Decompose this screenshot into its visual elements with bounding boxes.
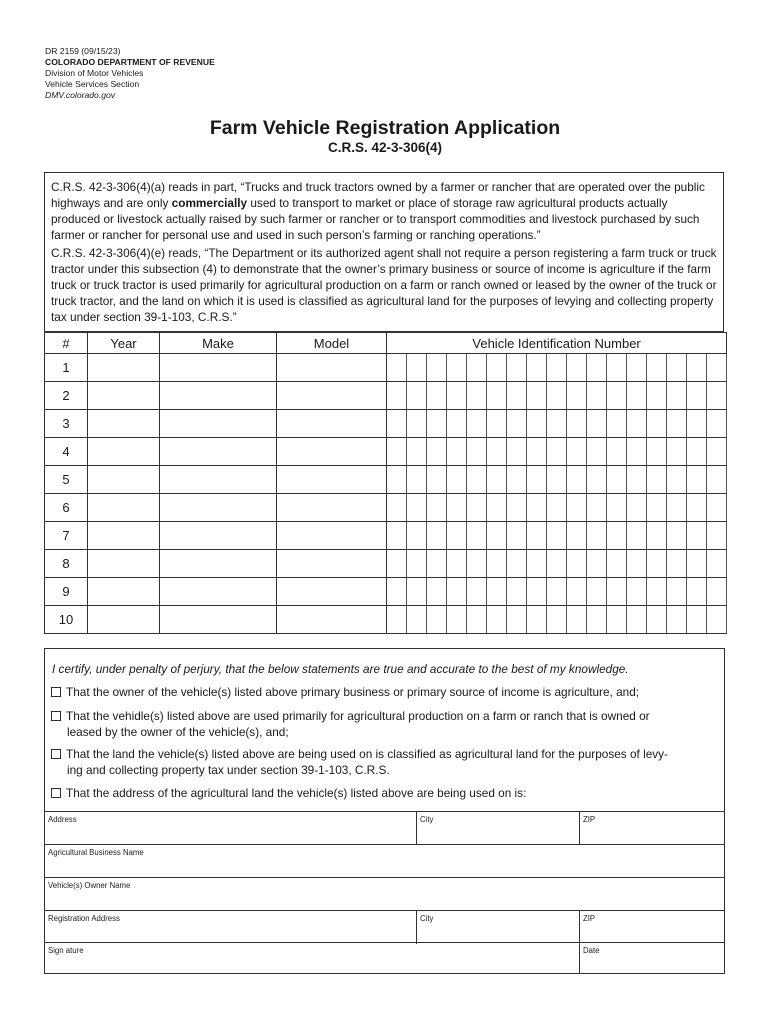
table-row: [45, 466, 727, 494]
vin-character-cell[interactable]: [587, 606, 607, 634]
vin-character-cell[interactable]: [587, 550, 607, 578]
model-cell[interactable]: [277, 382, 387, 410]
registration-zip-input[interactable]: [582, 922, 722, 942]
vin-character-cell[interactable]: [387, 550, 407, 578]
model-cell[interactable]: [277, 606, 387, 634]
vin-character-cell[interactable]: [687, 382, 707, 410]
cert-statement-3-text: That the land the vehicle(s) listed above are being used on is classified as agricultural land for the purposes of levy-: [66, 747, 668, 761]
vin-character-cell[interactable]: [527, 438, 547, 466]
vin-character-cell[interactable]: [567, 466, 587, 494]
vin-character-cell[interactable]: [667, 466, 687, 494]
vin-character-cell[interactable]: [587, 382, 607, 410]
vin-character-cell[interactable]: [507, 354, 527, 382]
vin-character-cell[interactable]: [587, 410, 607, 438]
owner-name-field: [45, 878, 724, 911]
address-label: Address: [48, 815, 77, 824]
vin-character-cell[interactable]: [427, 494, 447, 522]
vin-character-cell[interactable]: [447, 410, 467, 438]
vin-character-cell[interactable]: [467, 382, 487, 410]
vin-character-cell[interactable]: [407, 550, 427, 578]
cert-statement-2-text-cont: leased by the owner of the vehicle(s), and;: [67, 725, 289, 739]
vin-character-cell[interactable]: [507, 606, 527, 634]
table-row: [45, 578, 727, 606]
date-input[interactable]: [582, 952, 722, 972]
vin-character-cell[interactable]: [467, 438, 487, 466]
vin-character-cell[interactable]: [567, 550, 587, 578]
col-year-header: Year: [88, 333, 160, 354]
zip-input[interactable]: [582, 823, 722, 843]
business-name-input[interactable]: [47, 856, 722, 876]
registration-address-row: [45, 910, 724, 944]
vin-character-cell[interactable]: [687, 578, 707, 606]
table-row: [45, 494, 727, 522]
zip-field: [579, 812, 724, 845]
division-name: Division of Motor Vehicles: [45, 68, 144, 78]
vin-character-cell[interactable]: [547, 606, 567, 634]
vin-character-cell[interactable]: [627, 578, 647, 606]
agricultural-use-checkbox[interactable]: [51, 711, 61, 721]
land-address-checkbox[interactable]: [51, 788, 61, 798]
year-cell[interactable]: [88, 382, 160, 410]
vin-character-cell[interactable]: [467, 466, 487, 494]
vin-character-cell[interactable]: [427, 410, 447, 438]
registration-city-label: City: [420, 914, 434, 923]
vin-character-cell[interactable]: [567, 522, 587, 550]
statute-p1-text: C.R.S. 42-3-306(4)(a) reads in part, “Trucks and truck tractors owned by a farmer or rancher that are operated over the public highways and are only: [51, 180, 705, 210]
vin-character-cell[interactable]: [567, 382, 587, 410]
row-number: 5: [45, 466, 88, 494]
signature-input[interactable]: [47, 952, 577, 972]
vin-character-cell[interactable]: [567, 606, 587, 634]
vin-character-cell[interactable]: [427, 522, 447, 550]
year-cell[interactable]: [88, 522, 160, 550]
vin-character-cell[interactable]: [587, 466, 607, 494]
vin-character-cell[interactable]: [447, 578, 467, 606]
row-number: 8: [45, 550, 88, 578]
vin-character-cell[interactable]: [567, 354, 587, 382]
signature-label: Sign ature: [48, 946, 84, 955]
vin-character-cell[interactable]: [647, 522, 667, 550]
vin-character-cell[interactable]: [407, 494, 427, 522]
vin-character-cell[interactable]: [527, 354, 547, 382]
vin-character-cell[interactable]: [607, 466, 627, 494]
vin-character-cell[interactable]: [507, 522, 527, 550]
vin-character-cell[interactable]: [547, 382, 567, 410]
make-cell[interactable]: [160, 466, 277, 494]
vin-character-cell[interactable]: [647, 382, 667, 410]
owner-name-label: Vehicle(s) Owner Name: [48, 881, 131, 890]
table-row: [45, 382, 727, 410]
vin-character-cell[interactable]: [467, 606, 487, 634]
vin-character-cell[interactable]: [467, 410, 487, 438]
model-cell[interactable]: [277, 438, 387, 466]
vin-character-cell[interactable]: [607, 494, 627, 522]
vin-character-cell[interactable]: [647, 550, 667, 578]
col-number-header: #: [45, 333, 88, 354]
vin-character-cell[interactable]: [667, 550, 687, 578]
vin-character-cell[interactable]: [587, 354, 607, 382]
city-field: [416, 812, 579, 845]
vin-character-cell[interactable]: [387, 606, 407, 634]
vin-character-cell[interactable]: [687, 354, 707, 382]
vin-character-cell[interactable]: [427, 382, 447, 410]
year-cell[interactable]: [88, 550, 160, 578]
registration-address-field: [45, 911, 416, 944]
vin-character-cell[interactable]: [427, 550, 447, 578]
business-name-field: [45, 845, 724, 878]
vin-character-cell[interactable]: [467, 578, 487, 606]
model-cell[interactable]: [277, 578, 387, 606]
vin-character-cell[interactable]: [707, 606, 727, 634]
vin-character-cell[interactable]: [487, 550, 507, 578]
vin-character-cell[interactable]: [667, 410, 687, 438]
vin-character-cell[interactable]: [707, 354, 727, 382]
registration-city-input[interactable]: [419, 922, 577, 942]
vin-character-cell[interactable]: [647, 466, 667, 494]
vin-character-cell[interactable]: [627, 606, 647, 634]
vin-character-cell[interactable]: [487, 354, 507, 382]
vin-character-cell[interactable]: [547, 522, 567, 550]
statute-paragraph-2: C.R.S. 42-3-306(4)(e) reads, “The Department or its authorized agent shall not require a person registering a farm truck or truck tractor under this subsection (4) to demonstrate that the owner’s primary business or source of income is agriculture if the farm truck or truck tractor is used primarily for agricultural production on a farm or ranch owned or leased by the owner of the truck or truck tractor, and the land on which it is used is classified as agricultural land for the purposes of levying and collecting property tax under section 39-1-103, C.R.S.”: [51, 246, 717, 324]
vin-character-cell[interactable]: [687, 606, 707, 634]
section-name: Vehicle Services Section: [45, 79, 140, 89]
model-cell[interactable]: [277, 466, 387, 494]
cert-statement-4: [51, 785, 715, 801]
year-cell[interactable]: [88, 578, 160, 606]
vin-character-cell[interactable]: [707, 550, 727, 578]
model-cell[interactable]: [277, 410, 387, 438]
year-cell[interactable]: [88, 606, 160, 634]
vin-character-cell[interactable]: [627, 354, 647, 382]
vin-character-cell[interactable]: [707, 410, 727, 438]
vin-character-cell[interactable]: [467, 494, 487, 522]
vin-character-cell[interactable]: [407, 382, 427, 410]
vin-character-cell[interactable]: [607, 354, 627, 382]
vin-character-cell[interactable]: [627, 522, 647, 550]
vin-character-cell[interactable]: [627, 438, 647, 466]
vin-character-cell[interactable]: [447, 438, 467, 466]
table-row: [45, 354, 727, 382]
vin-character-cell[interactable]: [667, 578, 687, 606]
vin-character-cell[interactable]: [627, 466, 647, 494]
vin-character-cell[interactable]: [647, 410, 667, 438]
vin-character-cell[interactable]: [607, 438, 627, 466]
vin-character-cell[interactable]: [667, 438, 687, 466]
registration-address-input[interactable]: [47, 922, 414, 942]
registration-city-field: [416, 911, 579, 944]
city-label: City: [420, 815, 434, 824]
vin-character-cell[interactable]: [407, 466, 427, 494]
department-name: COLORADO DEPARTMENT OF REVENUE: [45, 57, 215, 67]
row-number: 9: [45, 578, 88, 606]
col-model-header: Model: [277, 333, 387, 354]
registration-address-label: Registration Address: [48, 914, 120, 923]
vin-character-cell[interactable]: [447, 382, 467, 410]
vin-character-cell[interactable]: [607, 410, 627, 438]
vin-character-cell[interactable]: [627, 382, 647, 410]
vin-character-cell[interactable]: [507, 382, 527, 410]
make-cell[interactable]: [160, 606, 277, 634]
row-number: 10: [45, 606, 88, 634]
vin-character-cell[interactable]: [427, 578, 447, 606]
vin-character-cell[interactable]: [527, 494, 547, 522]
vin-character-cell[interactable]: [387, 578, 407, 606]
vin-character-cell[interactable]: [607, 550, 627, 578]
table-row: [45, 606, 727, 634]
vin-character-cell[interactable]: [627, 550, 647, 578]
vin-character-cell[interactable]: [687, 550, 707, 578]
statute-p1-bold: commercially: [171, 196, 248, 210]
business-name-row: [45, 844, 724, 878]
make-cell[interactable]: [160, 382, 277, 410]
website: DMV.colorado.gov: [45, 90, 116, 100]
vin-character-cell[interactable]: [507, 466, 527, 494]
model-cell[interactable]: [277, 494, 387, 522]
vin-character-cell[interactable]: [387, 410, 407, 438]
signature-row: [45, 942, 724, 974]
business-name-label: Agricultural Business Name: [48, 848, 144, 857]
year-cell[interactable]: [88, 410, 160, 438]
vin-character-cell[interactable]: [627, 494, 647, 522]
cert-statement-2: [51, 708, 715, 740]
vin-character-cell[interactable]: [567, 494, 587, 522]
vin-character-cell[interactable]: [607, 522, 627, 550]
vin-character-cell[interactable]: [547, 466, 567, 494]
vin-character-cell[interactable]: [527, 410, 547, 438]
page-title: Farm Vehicle Registration Application: [209, 117, 561, 139]
vin-character-cell[interactable]: [407, 522, 427, 550]
cert-statement-4-text: That the address of the agricultural land the vehicle(s) listed above are being used on is:: [66, 786, 527, 800]
col-make-header: Make: [160, 333, 277, 354]
vin-character-cell[interactable]: [407, 606, 427, 634]
vin-character-cell[interactable]: [407, 438, 427, 466]
vin-character-cell[interactable]: [647, 438, 667, 466]
vin-character-cell[interactable]: [567, 410, 587, 438]
owner-name-input[interactable]: [47, 889, 722, 909]
make-cell[interactable]: [160, 494, 277, 522]
primary-income-checkbox[interactable]: [51, 687, 61, 697]
vin-character-cell[interactable]: [447, 522, 467, 550]
vin-character-cell[interactable]: [427, 466, 447, 494]
vin-character-cell[interactable]: [487, 522, 507, 550]
vin-character-cell[interactable]: [387, 438, 407, 466]
vin-character-cell[interactable]: [687, 466, 707, 494]
vin-character-cell[interactable]: [447, 550, 467, 578]
vin-character-cell[interactable]: [667, 382, 687, 410]
vin-character-cell[interactable]: [527, 550, 547, 578]
address-field: [45, 812, 416, 845]
vin-character-cell[interactable]: [667, 606, 687, 634]
year-cell[interactable]: [88, 466, 160, 494]
vin-character-cell[interactable]: [387, 354, 407, 382]
vin-character-cell[interactable]: [647, 606, 667, 634]
vin-character-cell[interactable]: [567, 438, 587, 466]
vin-character-cell[interactable]: [387, 494, 407, 522]
vin-character-cell[interactable]: [507, 578, 527, 606]
vin-character-cell[interactable]: [487, 578, 507, 606]
vin-character-cell[interactable]: [447, 466, 467, 494]
vehicle-table: [44, 332, 727, 634]
table-row: [45, 522, 727, 550]
vin-character-cell[interactable]: [587, 438, 607, 466]
vin-character-cell[interactable]: [487, 606, 507, 634]
vin-character-cell[interactable]: [587, 578, 607, 606]
vin-character-cell[interactable]: [667, 522, 687, 550]
vin-character-cell[interactable]: [487, 466, 507, 494]
col-vin-header: Vehicle Identification Number: [387, 333, 727, 354]
make-cell[interactable]: [160, 550, 277, 578]
model-cell[interactable]: [277, 522, 387, 550]
row-number: 2: [45, 382, 88, 410]
year-cell[interactable]: [88, 494, 160, 522]
cert-statement-3-text-cont: ing and collecting property tax under section 39-1-103, C.R.S.: [67, 763, 390, 777]
vin-character-cell[interactable]: [487, 494, 507, 522]
vin-character-cell[interactable]: [687, 494, 707, 522]
cert-statement-2-text: That the vehidle(s) listed above are used primarily for agricultural production on a farm or ranch that is owned or: [66, 709, 650, 723]
vin-character-cell[interactable]: [507, 438, 527, 466]
vin-character-cell[interactable]: [507, 494, 527, 522]
vin-character-cell[interactable]: [627, 410, 647, 438]
signature-field: [45, 943, 579, 974]
vin-character-cell[interactable]: [547, 550, 567, 578]
vin-character-cell[interactable]: [687, 410, 707, 438]
vin-character-cell[interactable]: [587, 494, 607, 522]
date-label: Date: [583, 946, 600, 955]
vin-character-cell[interactable]: [647, 578, 667, 606]
cert-statement-1: [51, 684, 715, 700]
zip-label: ZIP: [583, 815, 596, 824]
page-subtitle: C.R.S. 42-3-306(4): [327, 140, 443, 155]
table-row: [45, 550, 727, 578]
registration-zip-label: ZIP: [583, 914, 596, 923]
make-cell[interactable]: [160, 410, 277, 438]
year-cell[interactable]: [88, 438, 160, 466]
vin-character-cell[interactable]: [687, 522, 707, 550]
vin-character-cell[interactable]: [527, 382, 547, 410]
row-number: 7: [45, 522, 88, 550]
vin-character-cell[interactable]: [467, 354, 487, 382]
vin-character-cell[interactable]: [387, 466, 407, 494]
statute-box: [44, 172, 724, 332]
vin-character-cell[interactable]: [607, 606, 627, 634]
vin-character-cell[interactable]: [507, 410, 527, 438]
vin-character-cell[interactable]: [447, 606, 467, 634]
year-cell[interactable]: [88, 354, 160, 382]
vehicle-table-body: [45, 354, 727, 634]
vehicle-table-header: [45, 333, 727, 354]
form-number: DR 2159 (09/15/23): [45, 46, 121, 56]
certification-box: [44, 648, 725, 974]
cert-statement-1-text: That the owner of the vehicle(s) listed above primary business or primary source of income is agriculture, and;: [66, 685, 640, 699]
vin-character-cell[interactable]: [487, 410, 507, 438]
land-address-row: [45, 811, 724, 845]
vin-character-cell[interactable]: [487, 382, 507, 410]
statute-p1-text-end: used to transport to market or place of storage raw agricultural products actually produced or livestock actually raised by such farmer or rancher or to transport commodities and livestock purchased by such farmer or rancher for personal use and used in such person’s farming or ranching operations.”: [51, 196, 700, 242]
vin-character-cell[interactable]: [707, 438, 727, 466]
vin-character-cell[interactable]: [467, 522, 487, 550]
vin-character-cell[interactable]: [427, 438, 447, 466]
vin-character-cell[interactable]: [647, 494, 667, 522]
vin-character-cell[interactable]: [527, 466, 547, 494]
form-header: [45, 46, 215, 101]
vin-character-cell[interactable]: [407, 578, 427, 606]
vin-character-cell[interactable]: [527, 606, 547, 634]
vin-character-cell[interactable]: [547, 438, 567, 466]
vin-character-cell[interactable]: [507, 550, 527, 578]
vin-character-cell[interactable]: [707, 522, 727, 550]
vin-character-cell[interactable]: [387, 382, 407, 410]
vin-character-cell[interactable]: [527, 522, 547, 550]
vin-character-cell[interactable]: [667, 494, 687, 522]
row-number: 6: [45, 494, 88, 522]
row-number: 3: [45, 410, 88, 438]
model-cell[interactable]: [277, 550, 387, 578]
vin-character-cell[interactable]: [527, 578, 547, 606]
vin-character-cell[interactable]: [707, 578, 727, 606]
make-cell[interactable]: [160, 354, 277, 382]
row-number: 1: [45, 354, 88, 382]
cert-statement-3: [51, 746, 715, 778]
vin-character-cell[interactable]: [707, 494, 727, 522]
address-input[interactable]: [47, 823, 414, 843]
vin-character-cell[interactable]: [447, 354, 467, 382]
vin-character-cell[interactable]: [667, 354, 687, 382]
vin-character-cell[interactable]: [707, 382, 727, 410]
vin-character-cell[interactable]: [407, 354, 427, 382]
agricultural-land-checkbox[interactable]: [51, 749, 61, 759]
vin-character-cell[interactable]: [647, 354, 667, 382]
date-field: [579, 943, 724, 974]
certification-intro: I certify, under penalty of perjury, that the below statements are true and accurate to the best of my knowledge.: [52, 662, 629, 676]
vin-character-cell[interactable]: [447, 494, 467, 522]
vin-character-cell[interactable]: [427, 354, 447, 382]
table-row: [45, 410, 727, 438]
vin-character-cell[interactable]: [607, 578, 627, 606]
make-cell[interactable]: [160, 438, 277, 466]
table-row: [45, 438, 727, 466]
vin-character-cell[interactable]: [427, 606, 447, 634]
vin-character-cell[interactable]: [547, 494, 567, 522]
vin-character-cell[interactable]: [487, 438, 507, 466]
vin-character-cell[interactable]: [407, 410, 427, 438]
statute-paragraph-1: [51, 179, 717, 243]
vin-character-cell[interactable]: [547, 354, 567, 382]
vin-character-cell[interactable]: [687, 438, 707, 466]
vin-character-cell[interactable]: [547, 410, 567, 438]
vin-character-cell[interactable]: [387, 522, 407, 550]
vin-character-cell[interactable]: [567, 578, 587, 606]
vin-character-cell[interactable]: [547, 578, 567, 606]
owner-name-row: [45, 877, 724, 911]
make-cell[interactable]: [160, 578, 277, 606]
make-cell[interactable]: [160, 522, 277, 550]
registration-zip-field: [579, 911, 724, 944]
vin-character-cell[interactable]: [607, 382, 627, 410]
city-input[interactable]: [419, 823, 577, 843]
row-number: 4: [45, 438, 88, 466]
model-cell[interactable]: [277, 354, 387, 382]
vin-character-cell[interactable]: [707, 466, 727, 494]
vin-character-cell[interactable]: [467, 550, 487, 578]
vin-character-cell[interactable]: [587, 522, 607, 550]
